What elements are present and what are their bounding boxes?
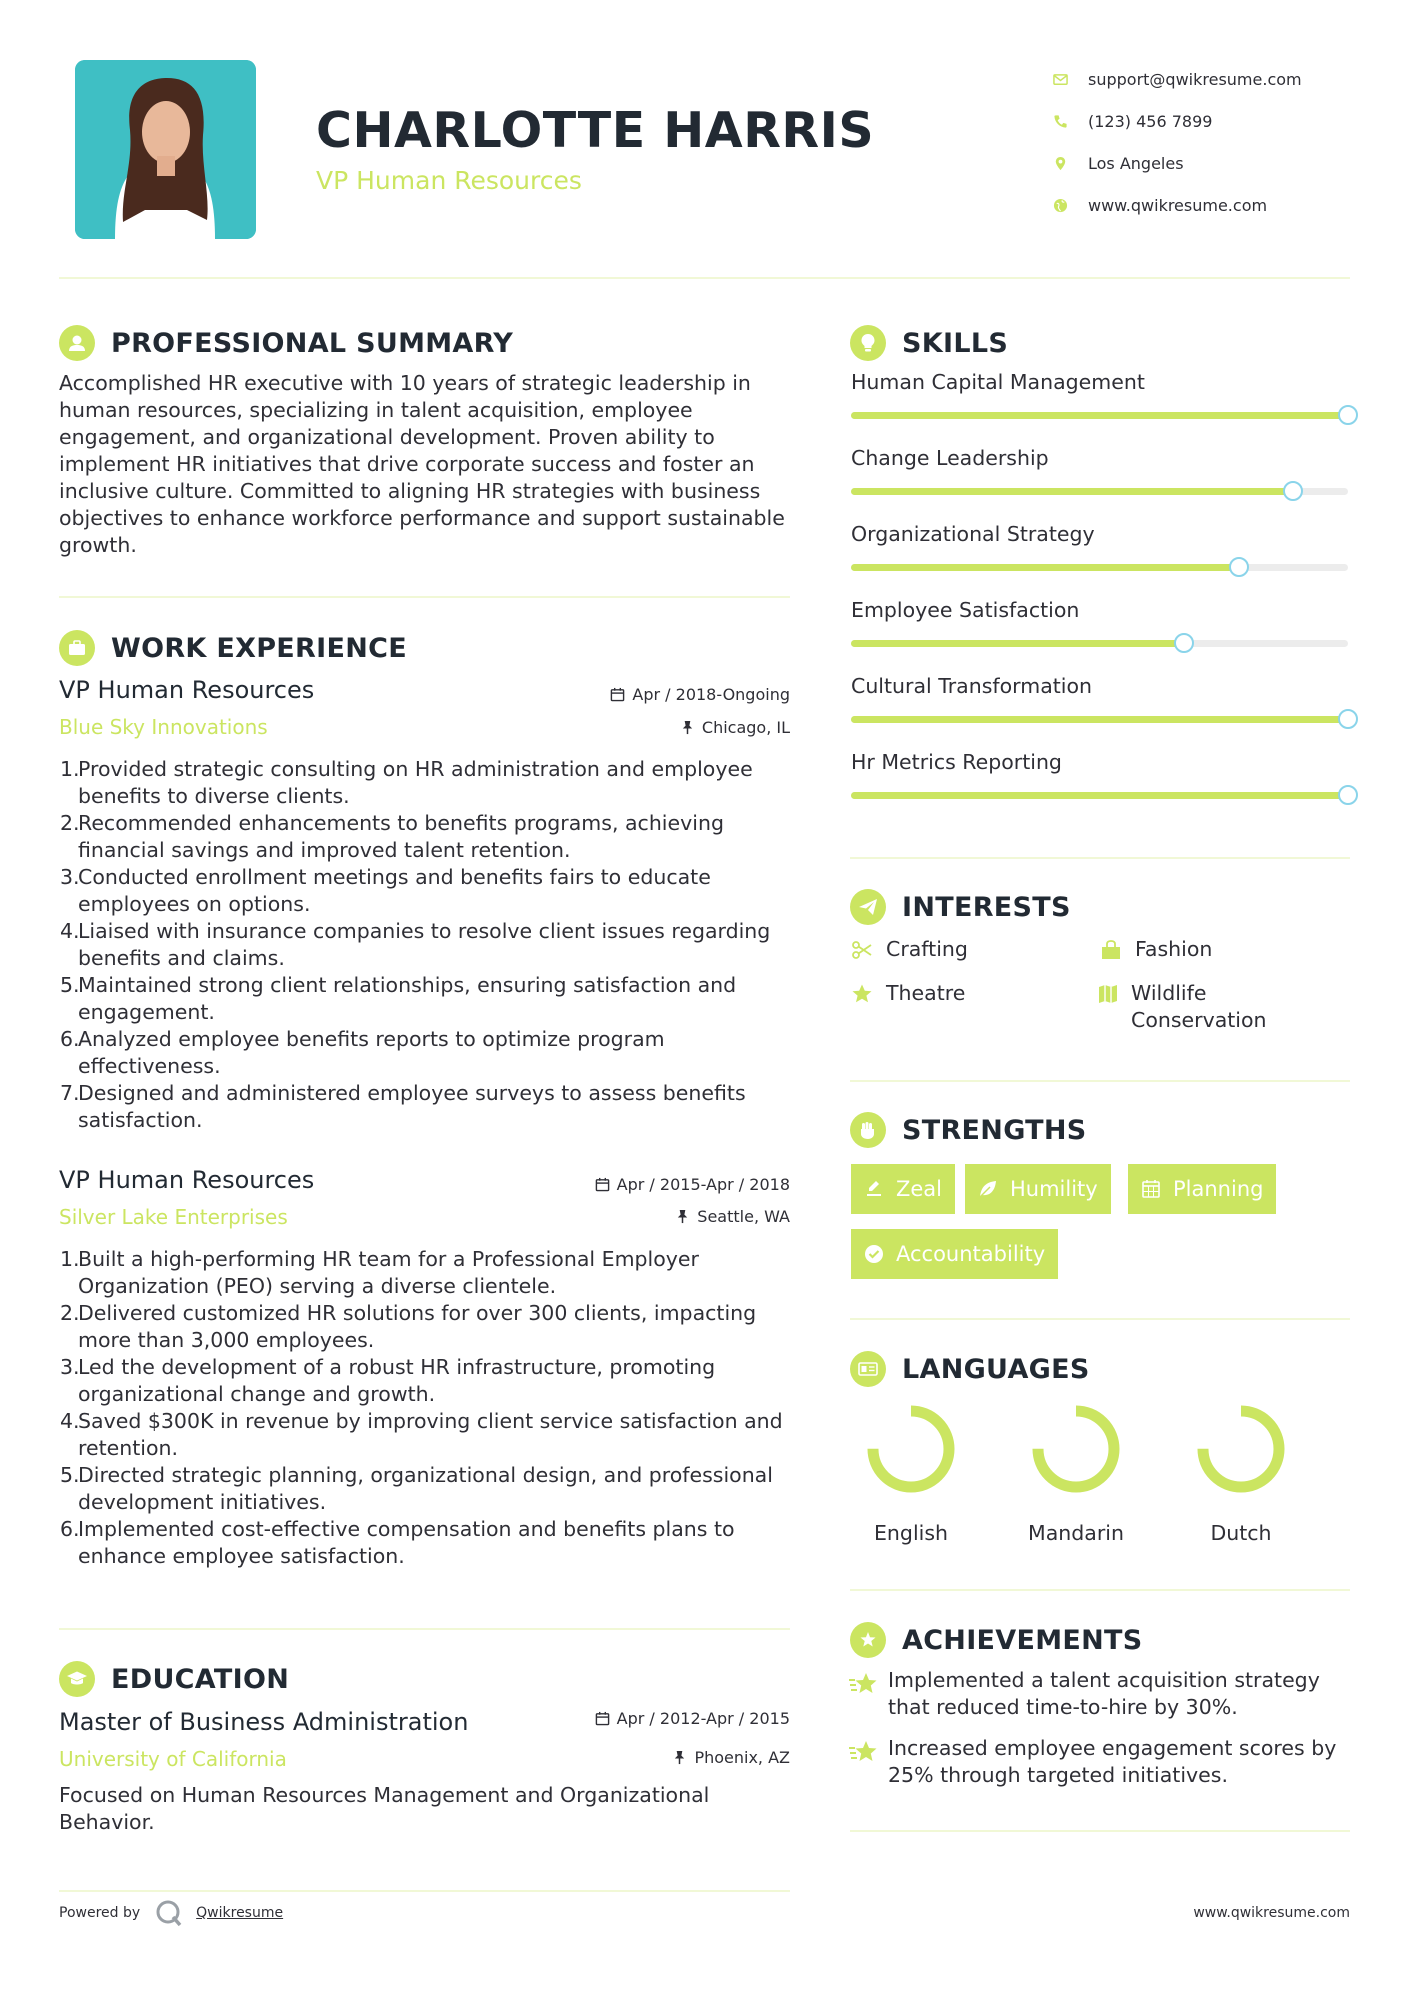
calendar-icon [595,1711,610,1726]
star-award-icon [848,1667,888,1721]
skills-heading [850,325,1008,361]
job-2-bullets [60,1246,798,1570]
skill-bar [851,564,1348,571]
map-icon [1097,980,1119,1007]
achievement-text: Implemented a talent acquisition strategy that reduced time-to-hire by 30%. [888,1668,1320,1719]
pushpin-icon [672,1750,687,1765]
skill-bar-fill [851,640,1184,647]
language-ring [1028,1401,1124,1497]
pushpin-icon [675,1209,690,1224]
achievement-item [848,1735,1358,1789]
education-heading-text: EDUCATION [111,1663,290,1695]
strength-tag [1128,1164,1276,1214]
interests-divider [850,1080,1350,1082]
interest-label: Fashion [1135,937,1213,961]
job-1-company: Blue Sky Innovations [59,715,268,739]
skill-item [851,446,1351,495]
achievements-heading-text: ACHIEVEMENTS [902,1624,1143,1656]
briefcase-icon [59,630,95,666]
header-divider [59,277,1350,279]
interest-item [1099,936,1212,963]
skill-item [851,522,1351,571]
footer-powered-by [59,1898,283,1928]
list-item: 3. Led the development of a robust HR infrastructure, promoting organizational change and growth. [60,1355,716,1406]
language-ring [863,1401,959,1497]
skill-bar-fill [851,716,1348,723]
language-ring-arc [1203,1411,1279,1487]
skill-bar-handle [1338,785,1358,805]
language-ring-arc [873,1411,949,1487]
job-1-location-text: Chicago, IL [701,718,790,737]
language-ring [1193,1401,1289,1497]
contact-list [1050,58,1350,226]
summary-heading-text: PROFESSIONAL SUMMARY [111,327,514,359]
user-icon [59,325,95,361]
education-dates-text: Apr / 2012-Apr / 2015 [616,1709,790,1728]
strength-label: Zeal [896,1177,943,1201]
languages-heading-text: LANGUAGES [902,1353,1090,1385]
list-item: 4. Saved $300K in revenue by improving client service satisfaction and retention. [60,1409,783,1460]
education-description: Focused on Human Resources Management and Organizational Behavior. [59,1783,710,1834]
calendar-icon [595,1177,610,1192]
interests-heading [850,889,1071,925]
strength-label: Planning [1173,1177,1264,1201]
experience-heading [59,630,407,666]
contact-website-text: www.qwikresume.com [1088,195,1268,215]
qwikresume-logo-icon [154,1898,184,1928]
contact-phone[interactable] [1050,100,1350,142]
job-1-bullets [60,756,798,1134]
experience-divider [59,1628,790,1630]
powered-by-text: Powered by [59,1905,141,1921]
strengths-divider [850,1318,1350,1320]
footer-divider [59,1890,790,1892]
skill-label: Change Leadership [851,446,1049,470]
interest-item [1097,980,1307,1034]
skill-label: Employee Satisfaction [851,598,1080,622]
list-item: 1. Built a high-performing HR team for a Professional Employer Organization (PEO) serving a diverse clientele. [60,1247,699,1298]
strengths-heading-text: STRENGTHS [902,1114,1087,1146]
education-heading [59,1661,289,1697]
paper-plane-icon [850,889,886,925]
list-item: 5. Directed strategic planning, organizational design, and professional development initiatives. [60,1463,773,1514]
interest-label: Wildlife Conservation [1131,981,1267,1032]
skill-item [851,598,1351,647]
brand-link[interactable]: Qwikresume [196,1905,284,1921]
skill-label: Human Capital Management [851,370,1145,394]
strength-tag [965,1164,1111,1214]
job-1-dates [610,685,790,704]
skill-item [851,674,1351,723]
contact-email-text: support@qwikresume.com [1088,69,1302,89]
skill-bar-fill [851,564,1239,571]
languages-divider [850,1589,1350,1591]
achievements-divider [850,1830,1350,1832]
star-award-icon [848,1735,888,1789]
contact-phone-text: (123) 456 7899 [1088,111,1213,131]
lightbulb-icon [850,325,886,361]
list-item: 2. Recommended enhancements to benefits programs, achieving financial savings and improved talent retention. [60,811,724,862]
job-1-dates-text: Apr / 2018-Ongoing [632,685,790,704]
skills-divider [850,857,1350,859]
list-item: 6. Implemented cost-effective compensation and benefits plans to enhance employee satisfaction. [60,1517,735,1568]
skill-bar-handle [1338,709,1358,729]
summary-heading [59,325,513,361]
education-location [672,1748,790,1767]
language-ring-arc [1038,1411,1114,1487]
phone-icon [1050,111,1070,131]
list-item: 3. Conducted enrollment meetings and benefits fairs to educate employees on options. [60,865,711,916]
language-label: Dutch [1210,1521,1272,1545]
skill-bar-fill [851,412,1348,419]
leaf-icon [978,1179,998,1199]
skill-bar-handle [1338,405,1358,425]
contact-website[interactable] [1050,184,1350,226]
skill-label: Cultural Transformation [851,674,1093,698]
contact-email[interactable] [1050,58,1350,100]
skill-bar [851,412,1348,419]
strength-label: Accountability [896,1242,1046,1266]
contact-location-text: Los Angeles [1088,153,1184,173]
language-item [1011,1401,1141,1545]
globe-icon [1050,195,1070,215]
footer-website[interactable]: www.qwikresume.com [1193,1905,1350,1921]
skill-bar [851,640,1348,647]
interest-item [850,980,965,1007]
job-2-dates-text: Apr / 2015-Apr / 2018 [616,1175,790,1194]
skill-bar-fill [851,792,1348,799]
skill-bar [851,792,1348,799]
job-2-dates [595,1175,790,1194]
skill-label: Hr Metrics Reporting [851,750,1062,774]
skill-label: Organizational Strategy [851,522,1095,546]
language-label: English [873,1521,949,1545]
profile-photo [75,60,256,239]
list-item: 4. Liaised with insurance companies to resolve client issues regarding benefits and claims. [60,919,771,970]
graduation-icon [59,1661,95,1697]
list-item: 2. Delivered customized HR solutions for over 300 clients, impacting more than 3,000 employees. [60,1301,757,1352]
languages-heading [850,1351,1090,1387]
achievement-item [848,1667,1358,1721]
language-item [1176,1401,1306,1545]
badge-star-icon [850,1622,886,1658]
skill-item [851,370,1351,419]
education-degree: Master of Business Administration [59,1708,469,1736]
fist-icon [850,1112,886,1148]
job-2-location [675,1207,790,1226]
interest-item [850,936,968,963]
skill-bar [851,488,1348,495]
contact-location [1050,142,1350,184]
star-icon [850,980,874,1007]
calendar-grid-icon [1141,1179,1161,1199]
candidate-title: VP Human Resources [316,166,582,195]
pen-icon [864,1179,884,1199]
calendar-icon [610,687,625,702]
achievement-text: Increased employee engagement scores by 25% through targeted initiatives. [888,1736,1337,1787]
strength-label: Humility [1010,1177,1098,1201]
skills-heading-text: SKILLS [902,327,1009,359]
map-pin-icon [1050,153,1070,173]
interest-label: Crafting [886,937,968,961]
experience-heading-text: WORK EXPERIENCE [111,632,407,664]
language-icon [850,1351,886,1387]
summary-text: Accomplished HR executive with 10 years of strategic leadership in human resources, specializing in talent acquisition, employee engagement, and organizational development. Proven ability to implement HR initiatives that drive corporate success and foster an inclusive culture. Committed to aligning HR strategies with business objectives to enhance workforce performance and support sustainable growth. [59,371,785,557]
job-1-location [680,718,790,737]
education-dates [595,1709,790,1728]
list-item: 1. Provided strategic consulting on HR administration and employee benefits to diverse clients. [60,757,753,808]
job-2-location-text: Seattle, WA [697,1207,790,1226]
list-item: 5. Maintained strong client relationships, ensuring satisfaction and engagement. [60,973,737,1024]
job-1-title: VP Human Resources [59,676,315,704]
strengths-heading [850,1112,1087,1148]
education-school: University of California [59,1747,287,1771]
skill-bar-handle [1229,557,1249,577]
list-item: 6. Analyzed employee benefits reports to optimize program effectiveness. [60,1027,665,1078]
list-item: 7. Designed and administered employee surveys to assess benefits satisfaction. [60,1081,746,1132]
language-item [846,1401,976,1545]
interests-heading-text: INTERESTS [902,891,1071,923]
candidate-name: CHARLOTTE HARRIS [316,102,875,159]
skill-bar-handle [1174,633,1194,653]
achievements-heading [850,1622,1143,1658]
skill-item [851,750,1351,799]
check-circle-icon [864,1244,884,1264]
scissors-icon [850,936,874,963]
job-2-company: Silver Lake Enterprises [59,1205,288,1229]
skill-bar-handle [1283,481,1303,501]
profile-photo-image [75,60,256,239]
envelope-icon [1050,69,1070,89]
strength-tag [851,1164,955,1214]
education-location-text: Phoenix, AZ [694,1748,790,1767]
shopping-bag-icon [1099,936,1123,963]
pushpin-icon [680,720,695,735]
skill-bar [851,716,1348,723]
language-label: Mandarin [1028,1521,1124,1545]
interest-label: Theatre [886,981,966,1005]
skill-bar-fill [851,488,1293,495]
strength-tag [851,1229,1058,1279]
job-2-title: VP Human Resources [59,1166,315,1194]
summary-divider [59,596,790,598]
